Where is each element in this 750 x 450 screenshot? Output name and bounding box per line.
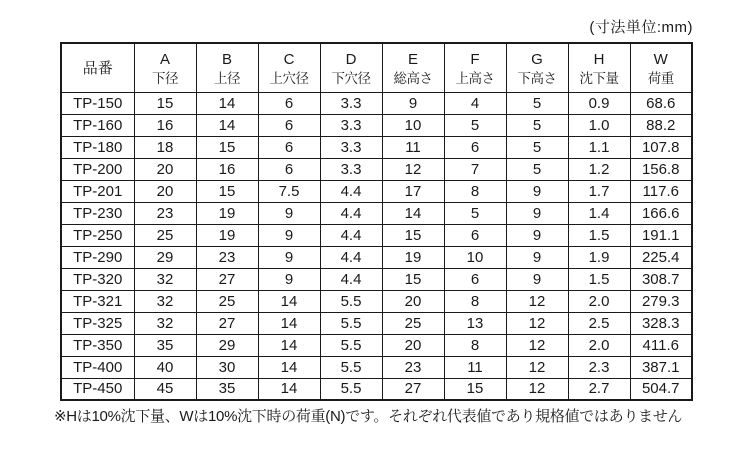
value-cell: 32	[134, 268, 196, 290]
value-cell: 4.4	[320, 224, 382, 246]
value-cell: 6	[444, 136, 506, 158]
part-number-cell: TP-321	[61, 290, 134, 312]
header-col-label: 上高さ	[455, 70, 495, 86]
value-cell: 16	[134, 114, 196, 136]
value-cell: 14	[258, 334, 320, 356]
part-number-cell: TP-400	[61, 356, 134, 378]
value-cell: 2.0	[568, 334, 630, 356]
value-cell: 156.8	[630, 158, 692, 180]
value-cell: 5	[506, 92, 568, 114]
header-col-letter: A	[159, 50, 170, 68]
header-col-h	[568, 43, 630, 92]
part-number-cell: TP-180	[61, 136, 134, 158]
value-cell: 10	[444, 246, 506, 268]
value-cell: 8	[444, 290, 506, 312]
value-cell: 5	[444, 202, 506, 224]
table-row	[61, 180, 692, 202]
part-number-cell: TP-290	[61, 246, 134, 268]
value-cell: 15	[134, 92, 196, 114]
value-cell: 4.4	[320, 180, 382, 202]
value-cell: 0.9	[568, 92, 630, 114]
value-cell: 88.2	[630, 114, 692, 136]
header-col-letter: F	[470, 50, 480, 68]
part-number-cell: TP-325	[61, 312, 134, 334]
value-cell: 32	[134, 290, 196, 312]
header-col-d	[320, 43, 382, 92]
part-number-cell: TP-200	[61, 158, 134, 180]
value-cell: 68.6	[630, 92, 692, 114]
part-number-cell: TP-230	[61, 202, 134, 224]
table-row	[61, 224, 692, 246]
header-part-number: 品番	[61, 43, 134, 92]
value-cell: 9	[506, 246, 568, 268]
table-header	[61, 43, 692, 92]
value-cell: 18	[134, 136, 196, 158]
header-col-label: 荷重	[647, 70, 674, 86]
table-row	[61, 246, 692, 268]
value-cell: 5.5	[320, 378, 382, 400]
header-col-label: 下穴径	[331, 70, 371, 86]
value-cell: 6	[258, 136, 320, 158]
value-cell: 14	[258, 356, 320, 378]
part-number-cell: TP-160	[61, 114, 134, 136]
value-cell: 20	[134, 180, 196, 202]
value-cell: 12	[382, 158, 444, 180]
value-cell: 40	[134, 356, 196, 378]
part-number-cell: TP-350	[61, 334, 134, 356]
value-cell: 29	[134, 246, 196, 268]
value-cell: 9	[258, 224, 320, 246]
value-cell: 9	[506, 268, 568, 290]
value-cell: 1.1	[568, 136, 630, 158]
value-cell: 308.7	[630, 268, 692, 290]
value-cell: 11	[382, 136, 444, 158]
part-number-cell: TP-150	[61, 92, 134, 114]
value-cell: 5	[506, 114, 568, 136]
value-cell: 14	[382, 202, 444, 224]
value-cell: 9	[258, 202, 320, 224]
part-number-cell: TP-450	[61, 378, 134, 400]
value-cell: 1.2	[568, 158, 630, 180]
value-cell: 191.1	[630, 224, 692, 246]
value-cell: 4.4	[320, 202, 382, 224]
value-cell: 279.3	[630, 290, 692, 312]
header-col-g	[506, 43, 568, 92]
value-cell: 6	[258, 158, 320, 180]
value-cell: 4.4	[320, 246, 382, 268]
value-cell: 1.5	[568, 268, 630, 290]
value-cell: 6	[444, 268, 506, 290]
header-col-letter: W	[653, 50, 668, 68]
header-col-e	[382, 43, 444, 92]
table-row	[61, 312, 692, 334]
table-row	[61, 136, 692, 158]
value-cell: 225.4	[630, 246, 692, 268]
value-cell: 1.5	[568, 224, 630, 246]
header-col-label: 下高さ	[517, 70, 557, 86]
value-cell: 1.4	[568, 202, 630, 224]
value-cell: 5.5	[320, 290, 382, 312]
header-col-letter: G	[531, 50, 543, 68]
header-col-a	[134, 43, 196, 92]
value-cell: 1.9	[568, 246, 630, 268]
value-cell: 6	[444, 224, 506, 246]
value-cell: 3.3	[320, 158, 382, 180]
value-cell: 12	[506, 312, 568, 334]
value-cell: 14	[258, 312, 320, 334]
value-cell: 15	[196, 180, 258, 202]
value-cell: 5.5	[320, 312, 382, 334]
value-cell: 1.7	[568, 180, 630, 202]
value-cell: 27	[382, 378, 444, 400]
value-cell: 3.3	[320, 92, 382, 114]
table-row	[61, 202, 692, 224]
table-row	[61, 92, 692, 114]
value-cell: 20	[382, 290, 444, 312]
value-cell: 6	[258, 92, 320, 114]
value-cell: 20	[382, 334, 444, 356]
value-cell: 504.7	[630, 378, 692, 400]
header-col-w	[630, 43, 692, 92]
value-cell: 5.5	[320, 334, 382, 356]
value-cell: 2.0	[568, 290, 630, 312]
value-cell: 7.5	[258, 180, 320, 202]
part-number-cell: TP-250	[61, 224, 134, 246]
header-col-letter: D	[345, 50, 357, 68]
value-cell: 19	[382, 246, 444, 268]
dimension-unit-note: (寸法単位:mm)	[589, 19, 693, 36]
table-body	[61, 92, 692, 400]
header-col-label: 沈下量	[579, 70, 619, 86]
value-cell: 14	[196, 114, 258, 136]
value-cell: 19	[196, 202, 258, 224]
value-cell: 25	[134, 224, 196, 246]
value-cell: 11	[444, 356, 506, 378]
header-col-label: 総高さ	[393, 70, 433, 86]
header-col-letter: E	[407, 50, 418, 68]
header-col-f	[444, 43, 506, 92]
value-cell: 107.8	[630, 136, 692, 158]
value-cell: 411.6	[630, 334, 692, 356]
value-cell: 20	[134, 158, 196, 180]
value-cell: 23	[382, 356, 444, 378]
value-cell: 12	[506, 378, 568, 400]
value-cell: 9	[506, 180, 568, 202]
value-cell: 25	[382, 312, 444, 334]
value-cell: 8	[444, 334, 506, 356]
value-cell: 3.3	[320, 114, 382, 136]
header-col-label: 上穴径	[269, 70, 309, 86]
header-col-letter: B	[221, 50, 232, 68]
value-cell: 15	[382, 268, 444, 290]
value-cell: 387.1	[630, 356, 692, 378]
value-cell: 328.3	[630, 312, 692, 334]
value-cell: 17	[382, 180, 444, 202]
value-cell: 5	[506, 158, 568, 180]
value-cell: 117.6	[630, 180, 692, 202]
table-row	[61, 356, 692, 378]
value-cell: 6	[258, 114, 320, 136]
value-cell: 2.5	[568, 312, 630, 334]
value-cell: 9	[258, 246, 320, 268]
value-cell: 30	[196, 356, 258, 378]
value-cell: 10	[382, 114, 444, 136]
value-cell: 5.5	[320, 356, 382, 378]
value-cell: 2.3	[568, 356, 630, 378]
table-row	[61, 158, 692, 180]
header-col-letter: C	[283, 50, 295, 68]
value-cell: 27	[196, 268, 258, 290]
table-row	[61, 268, 692, 290]
value-cell: 16	[196, 158, 258, 180]
value-cell: 3.3	[320, 136, 382, 158]
value-cell: 12	[506, 356, 568, 378]
value-cell: 1.0	[568, 114, 630, 136]
value-cell: 15	[382, 224, 444, 246]
value-cell: 5	[506, 136, 568, 158]
value-cell: 27	[196, 312, 258, 334]
header-col-letter: H	[593, 50, 605, 68]
table-row	[61, 334, 692, 356]
table-header-row	[61, 43, 692, 92]
value-cell: 7	[444, 158, 506, 180]
header-col-label: 上径	[214, 70, 240, 86]
dimension-spec-table	[60, 42, 693, 401]
value-cell: 23	[196, 246, 258, 268]
value-cell: 12	[506, 334, 568, 356]
value-cell: 32	[134, 312, 196, 334]
value-cell: 25	[196, 290, 258, 312]
value-cell: 35	[196, 378, 258, 400]
header-col-c	[258, 43, 320, 92]
value-cell: 19	[196, 224, 258, 246]
value-cell: 14	[196, 92, 258, 114]
footnote: ※Hは10%沈下量、Wは10%沈下時の荷重(N)です。それぞれ代表値であり規格値ではありません	[54, 408, 683, 425]
table-row	[61, 290, 692, 312]
part-number-cell: TP-320	[61, 268, 134, 290]
value-cell: 13	[444, 312, 506, 334]
value-cell: 4.4	[320, 268, 382, 290]
value-cell: 15	[444, 378, 506, 400]
value-cell: 23	[134, 202, 196, 224]
value-cell: 14	[258, 378, 320, 400]
header-col-label: 下径	[152, 70, 178, 86]
value-cell: 9	[506, 224, 568, 246]
value-cell: 9	[258, 268, 320, 290]
value-cell: 8	[444, 180, 506, 202]
value-cell: 29	[196, 334, 258, 356]
value-cell: 2.7	[568, 378, 630, 400]
value-cell: 35	[134, 334, 196, 356]
value-cell: 45	[134, 378, 196, 400]
table-row	[61, 114, 692, 136]
value-cell: 12	[506, 290, 568, 312]
value-cell: 15	[196, 136, 258, 158]
value-cell: 9	[382, 92, 444, 114]
part-number-cell: TP-201	[61, 180, 134, 202]
value-cell: 166.6	[630, 202, 692, 224]
table-row	[61, 378, 692, 400]
header-col-b	[196, 43, 258, 92]
value-cell: 5	[444, 114, 506, 136]
value-cell: 9	[506, 202, 568, 224]
value-cell: 14	[258, 290, 320, 312]
value-cell: 4	[444, 92, 506, 114]
